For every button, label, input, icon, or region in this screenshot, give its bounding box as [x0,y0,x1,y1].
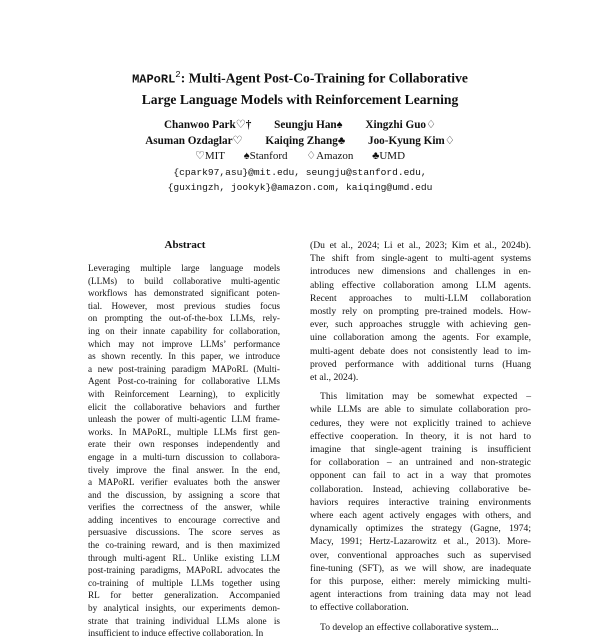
abstract-text [88,262,280,640]
text-line: et al., 2024). [310,372,359,384]
text-line: for collaboration – an untrained and non-strategic [310,457,531,469]
author-emails [60,165,540,195]
body-text-column [310,239,531,634]
affiliation: ♣UMD [372,150,406,162]
text-line: insufficient to induce effective collaboration. In [88,628,264,639]
title-line-2: Large Language Models with Reinforcement Learning [141,91,459,107]
text-line: on prompting the out-of-the-box LLMs, rely- [88,313,280,324]
text-line: ever, such approaches struggle with achieving gen- [310,319,531,331]
text-line: To develop an effective collaborative system... [320,621,499,633]
text-line: (LLMs) to build collaborative multi-agentic [88,275,280,286]
author-row-2 [60,133,540,149]
email-line: {guxingzh, jookyk}@amazon.com, kaiqing@umd.edu [167,182,433,193]
text-line: multi-agent debate does not consistently lead to im- [310,345,531,357]
text-line: the co-training reward, and is then maximized [88,540,280,551]
text-line: unleash the power of multi-agentic LLM frame- [88,414,280,425]
text-line: Recent approaches to multi-LLM collaboration [310,292,531,304]
paragraph [310,390,531,614]
text-line: engage in a multi-turn discussion to collabora- [88,451,280,462]
text-line: The shift from single-agent to multi-agent systems [310,253,531,265]
text-line: mostly rely on prompting pre-trained models. How- [310,306,531,318]
text-line: proved performance with additional turns (Huang [310,358,531,370]
affiliations [60,149,540,164]
text-line: by analytical insights, our experiments demon- [88,603,280,614]
text-line: while LLMs are able to simulate collaboration pro- [310,404,531,416]
author-block [60,117,540,149]
email-line: {cpark97,asu}@mit.edu, seungju@stanford.edu, [173,167,427,178]
text-line: verifies the correctness of the answer, while [88,502,280,513]
affiliation: ♡MIT [194,150,225,162]
text-line: tial. However, most previous studies focus [88,300,280,311]
text-line: Agent Post-co-training for collaborative LLMs [88,376,280,387]
paragraph [310,239,531,384]
text-line: over, conventional approaches such as supervised [310,549,531,561]
text-line: abling effective collaboration among LLM agents. [310,279,531,291]
text-line: a MAPoRL verifier evaluates both the answer [88,477,280,488]
text-line: (Du et al., 2024; Li et al., 2023; Kim et al., 2024b). [310,240,531,251]
author-row-1 [60,117,540,133]
author-name: Chanwoo Park♡† [163,119,252,131]
text-line: fine-tuning (SFT), as we will show, are inadequate [310,562,531,574]
text-line: through multi-agent RL. Unlike existing LLM [88,552,280,563]
title-line-1 [60,66,540,90]
text-line: workflows has demonstrated significant poten- [88,288,280,299]
affiliation: ♢Amazon [306,150,354,162]
text-line: opponent can fail to act in a way that promotes [310,470,531,482]
author-name: Xingzhi Guo♢ [365,119,437,131]
text-line: for this purpose, either: merely mimicking multi- [310,576,531,588]
text-line: cedures, they were not explicitly trained to achieve [310,417,531,429]
text-line: imagine that single-agent training is insufficient [310,444,531,456]
text-line: adding incentives to encourage corrective and [88,514,280,525]
text-line: RL for better generalization. Accompanied [88,590,280,601]
text-line: strate that training individual LLMs alone is [88,615,280,626]
text-line: works. In MAPoRL, multiple LLMs first gen- [88,426,280,437]
text-line: persuasive discussions. The score serves as [88,527,280,538]
text-line: where each agent actively engages with others, and [310,510,531,522]
title-name: MAPoRL [132,72,176,87]
text-line: which may not improve LLMs’ performance [88,338,280,349]
text-line: with Reinforcement Learning), to explicitly [88,388,280,399]
text-line: dynamically optimizes the strategy (Gagne, 1974; [310,523,531,535]
text-line: and the discussion, by assigning a score that [88,489,280,500]
author-name: Kaiqing Zhang♣ [265,135,346,147]
text-line: elicit the collaborative behaviors and further [88,401,280,412]
text-line: co-training of multiple LLMs together using [88,577,280,588]
text-line: tively improve the final answer. In the end, [88,464,280,475]
text-line: a new post-training paradigm MAPoRL (Multi- [88,363,280,374]
text-line: erate their own responses independently and [88,439,280,450]
text-line: post-training paradigms, MAPoRL advocates the [88,565,280,576]
text-line: This limitation may be somewhat expected – [320,391,531,403]
title-line-1-rest: : Multi-Agent Post-Co-Training for Collaborative [180,70,468,86]
paper-title [60,66,540,109]
text-line: introduces new dimensions and challenges in en- [310,266,531,278]
text-line: as shown recently. In this paper, we introduce [88,351,280,362]
author-name: Asuman Ozdaglar♡ [145,135,243,147]
text-line: Leveraging multiple large language models [88,263,280,273]
affiliation: ♠Stanford [243,150,288,162]
text-line: haviors requires interactive training environments [310,496,531,508]
text-line: collaboration. Instead, achieving collaborative be- [310,483,531,495]
abstract-heading: Abstract [164,239,206,251]
text-line: Macy, 1991; Hertz-Lazarowitz et al., 2013). More- [310,536,531,548]
text-line: uine collaboration among the agents. For example, [310,332,531,344]
author-name: Seungju Han♠ [274,119,343,131]
text-line: effective cooperation. In theory, it is not hard to [310,430,531,442]
text-line: agent interactions from training data may not lead [310,589,531,601]
text-line: to effective collaboration. [310,602,409,614]
author-name: Joo-Kyung Kim♢ [367,135,455,147]
title-superscript: 2 [175,70,181,80]
text-line: ing on their innate capability for collaboration, [88,325,280,336]
